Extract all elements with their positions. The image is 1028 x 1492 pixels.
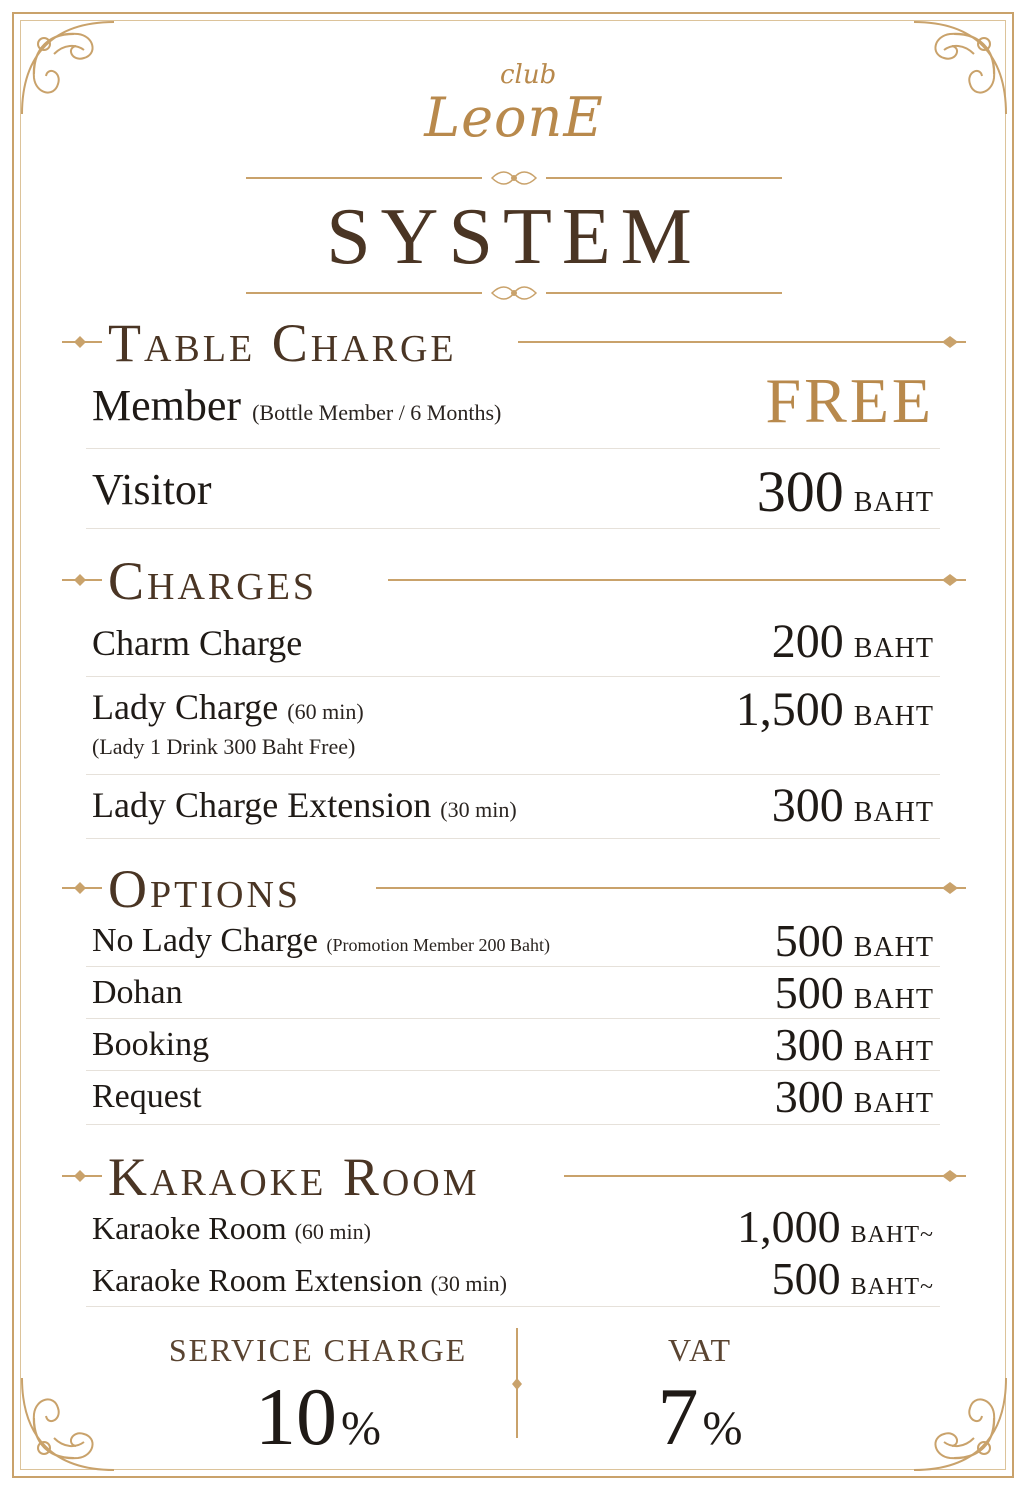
section-heading-karaoke-room bbox=[62, 1146, 966, 1206]
item-name: No Lady Charge (Promotion Member 200 Baht) bbox=[92, 922, 550, 959]
vat-value: 7% bbox=[657, 1371, 743, 1462]
item-note: (30 min) bbox=[440, 797, 517, 822]
item-name: Member (Bottle Member / 6 Months) bbox=[92, 381, 502, 430]
section-title: Charges bbox=[108, 551, 318, 611]
page-title: SYSTEM bbox=[326, 193, 702, 281]
price-row-request bbox=[86, 1070, 940, 1125]
item-price: 300 BAHT bbox=[774, 1019, 934, 1070]
section-heading-table-charge bbox=[62, 312, 966, 372]
item-name: Visitor bbox=[92, 465, 212, 514]
free-badge: FREE bbox=[765, 365, 934, 436]
rule-ornament-icon bbox=[518, 334, 966, 350]
item-price: 300 BAHT bbox=[756, 459, 934, 524]
section-title: Table Charge bbox=[108, 313, 457, 373]
price-row-visitor bbox=[86, 448, 940, 529]
logo-club-text: club bbox=[500, 60, 557, 90]
rule-ornament-icon bbox=[376, 880, 966, 896]
logo-name-text: LeonE bbox=[424, 86, 604, 149]
club-logo bbox=[0, 50, 1028, 150]
ornament-divider-icon bbox=[246, 168, 782, 188]
item-price: 200 BAHT bbox=[771, 615, 934, 668]
item-name: Dohan bbox=[92, 974, 183, 1011]
price-row-booking bbox=[86, 1018, 940, 1071]
price-row-no-lady-charge bbox=[86, 914, 940, 967]
ornament-divider-icon bbox=[246, 283, 782, 303]
item-note: (Promotion Member 200 Baht) bbox=[326, 935, 550, 955]
item-price: 500 BAHT~ bbox=[771, 1253, 934, 1304]
section-heading-charges bbox=[62, 550, 966, 610]
item-name: Charm Charge bbox=[92, 623, 303, 663]
item-note: (30 min) bbox=[430, 1271, 507, 1296]
item-price: 1,500 BAHT bbox=[735, 683, 934, 736]
item-name: Karaoke Room (60 min) bbox=[92, 1210, 371, 1246]
vat-label: VAT bbox=[667, 1332, 733, 1368]
service-charge-value: 10% bbox=[255, 1371, 381, 1462]
price-row-lady-charge bbox=[86, 676, 940, 775]
item-price: 1,000 BAHT~ bbox=[737, 1201, 934, 1252]
price-row-karaoke-room bbox=[86, 1201, 940, 1256]
rule-ornament-icon bbox=[388, 572, 966, 588]
section-title: Options bbox=[108, 859, 302, 919]
item-subnote: (Lady 1 Drink 300 Baht Free) bbox=[92, 734, 356, 759]
price-row-charm-charge bbox=[86, 612, 940, 677]
item-name: Request bbox=[92, 1078, 202, 1115]
price-row-member bbox=[86, 365, 940, 449]
price-row-dohan bbox=[86, 966, 940, 1019]
rule-ornament-icon bbox=[564, 1168, 966, 1184]
diamond-ornament-icon bbox=[62, 1168, 102, 1184]
item-name: Lady Charge (60 min) bbox=[92, 687, 364, 727]
item-note: (Bottle Member / 6 Months) bbox=[252, 400, 502, 425]
item-price: 500 BAHT bbox=[774, 915, 934, 966]
item-name: Karaoke Room Extension (30 min) bbox=[92, 1262, 507, 1298]
item-price: 300 BAHT bbox=[771, 779, 934, 832]
service-charge-label: SERVICE CHARGE bbox=[168, 1332, 468, 1368]
vertical-divider-icon bbox=[510, 1328, 524, 1438]
diamond-ornament-icon bbox=[62, 572, 102, 588]
section-heading-options bbox=[62, 858, 966, 918]
section-title: Karaoke Room bbox=[108, 1147, 480, 1207]
corner-flourish-icon bbox=[14, 1368, 124, 1478]
price-row-karaoke-room-extension bbox=[86, 1253, 940, 1307]
item-price: 300 BAHT bbox=[774, 1071, 934, 1122]
diamond-ornament-icon bbox=[62, 880, 102, 896]
item-name: Booking bbox=[92, 1026, 210, 1063]
item-note: (60 min) bbox=[287, 699, 364, 724]
item-price: 500 BAHT bbox=[774, 967, 934, 1018]
item-note: (60 min) bbox=[294, 1219, 371, 1244]
price-row-lady-charge-extension bbox=[86, 774, 940, 839]
corner-flourish-icon bbox=[904, 1368, 1014, 1478]
diamond-ornament-icon bbox=[62, 334, 102, 350]
item-name: Lady Charge Extension (30 min) bbox=[92, 785, 517, 825]
